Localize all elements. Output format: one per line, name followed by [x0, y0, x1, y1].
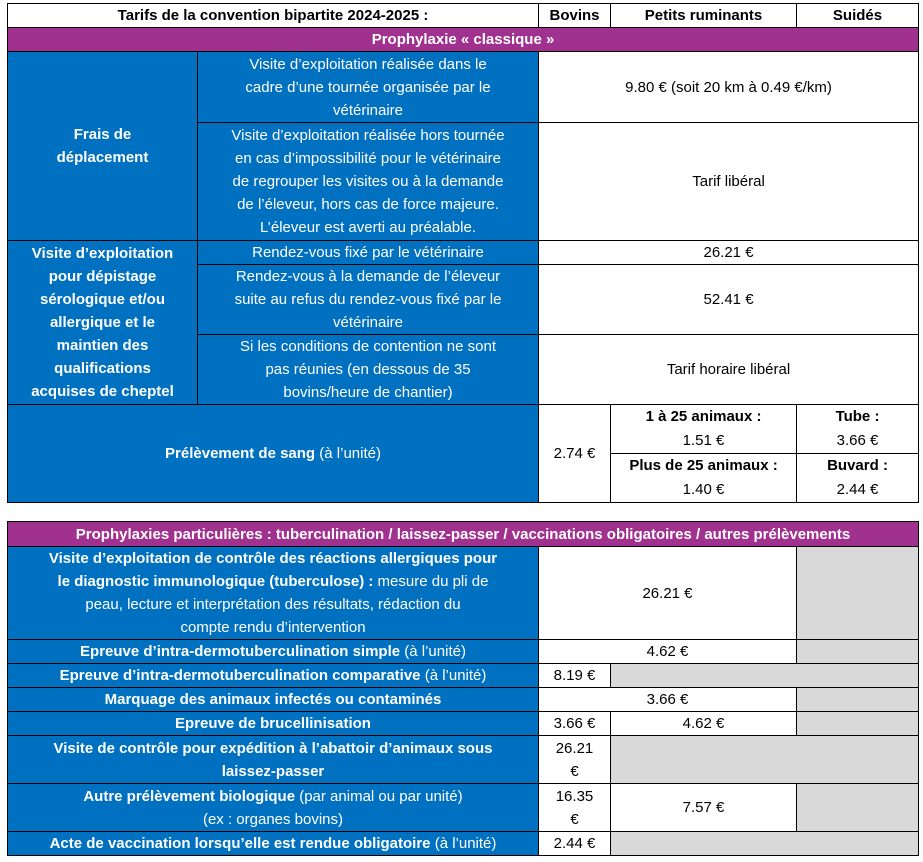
visite-rdv-veterinaire-description: Rendez-vous fixé par le vétérinaire [198, 241, 539, 265]
marquage-label: Marquage des animaux infectés ou contaminés [8, 688, 539, 712]
description-line: de regrouper les visites ou à la demande [232, 173, 504, 190]
table-row [8, 832, 919, 856]
frais-tournee-description [198, 52, 539, 123]
price-line: 16.35 [555, 787, 594, 805]
vaccination-bovins-price: 2.44 € [539, 832, 611, 856]
visite-label-line: pour dépistage [48, 268, 157, 285]
visite-contention-description [198, 335, 539, 405]
not-applicable-cell [611, 736, 919, 784]
autre-prelevement-bovins-price [539, 784, 611, 832]
controle-price: 26.21 € [539, 547, 797, 640]
description-line: bovins/heure de chantier) [283, 384, 453, 401]
visite-rdv-veterinaire-price: 26.21 € [539, 241, 919, 265]
description-line: vétérinaire [332, 101, 404, 119]
idt-comparative-bovins-price: 8.19 € [539, 664, 611, 688]
label-line: Visite de contrôle pour expédition à l’abattoir d’animaux sous [53, 739, 493, 757]
prelevement-label-unit: (à l’unité) [315, 445, 381, 462]
label-unit: (par animal ou par unité) [295, 787, 463, 805]
abattoir-bovins-price [539, 736, 611, 784]
visite-label-line: Visite d’exploitation [31, 245, 174, 262]
convention-tariffs-table [7, 3, 919, 503]
brucellinisation-bovins-price: 3.66 € [539, 712, 611, 736]
not-applicable-cell [611, 664, 919, 688]
tier-value: 1.51 € [682, 432, 725, 449]
description-line: suite au refus du rendez-vous fixé par le [234, 291, 502, 308]
table-row [8, 52, 919, 123]
tier-value: 3.66 € [836, 432, 879, 449]
prelevement-petits-plus-25 [611, 454, 797, 503]
table-row [8, 688, 919, 712]
section-header-row [8, 522, 919, 547]
label-bold: Epreuve d’intra-dermotuberculination comparative [59, 667, 421, 684]
prelevement-label-bold: Prélèvement de sang [165, 445, 316, 462]
visite-label-line: sérologique et/ou [39, 291, 165, 308]
frais-label-line: déplacement [56, 149, 149, 166]
column-header-bovins: Bovins [539, 4, 611, 28]
label-bold: Autre prélèvement biologique [83, 787, 296, 805]
description-line: pas réunies (en dessous de 35 [265, 361, 471, 378]
description-line: vétérinaire [332, 314, 404, 331]
label-line: Visite d’exploitation de contrôle des réactions allergiques pour [48, 550, 498, 567]
table-row [8, 736, 919, 784]
price-line: € [570, 762, 579, 780]
description-line: de l’éleveur, hors cas de force majeure. [237, 196, 499, 213]
table-header-row [8, 4, 919, 28]
visite-label-line: acquises de cheptel [31, 383, 174, 400]
section-header-row [8, 28, 919, 52]
label-line: compte rendu d’intervention [180, 619, 366, 636]
column-header-suides: Suidés [797, 4, 919, 28]
visite-contention-price: Tarif horaire libéral [539, 335, 919, 405]
brucellinisation-petits-price: 4.62 € [611, 712, 797, 736]
visite-rdv-eleveur-description [198, 265, 539, 335]
label-bold: Acte de vaccination lorsqu’elle est rendue obligatoire [49, 835, 431, 852]
frais-hors-tournee-description [198, 123, 539, 241]
label-bold: Epreuve d’intra-dermotuberculination simple [80, 643, 401, 660]
autre-prelevement-petits-price: 7.57 € [611, 784, 797, 832]
description-line: cadre d’une tournée organisée par le [245, 78, 491, 96]
frais-hors-tournee-price: Tarif libéral [539, 123, 919, 241]
table-row [8, 664, 919, 688]
not-applicable-cell [611, 832, 919, 856]
table-title: Tarifs de la convention bipartite 2024-2025 : [8, 4, 539, 28]
visite-label-line: maintien des [56, 337, 149, 354]
not-applicable-cell [797, 640, 919, 664]
frais-tournee-price: 9.80 € (soit 20 km à 0.49 €/km) [539, 52, 919, 123]
tier-label: Tube : [835, 408, 880, 425]
not-applicable-cell [797, 712, 919, 736]
table-row [8, 712, 919, 736]
table-row [8, 784, 919, 832]
description-line: Si les conditions de contention ne sont [240, 338, 497, 355]
abattoir-label [8, 736, 539, 784]
table-row [8, 405, 919, 454]
tier-value: 1.40 € [682, 481, 725, 498]
not-applicable-cell [797, 784, 919, 832]
label-line-normal: mesure du pli de [373, 573, 489, 590]
description-line: Visite d’exploitation réalisée dans le [249, 55, 487, 73]
visite-exploitation-label [8, 241, 198, 405]
prelevement-bovins-price: 2.74 € [539, 405, 611, 503]
table-row [8, 241, 919, 265]
description-line: Rendez-vous à la demande de l’éleveur [235, 268, 501, 285]
not-applicable-cell [797, 688, 919, 712]
vaccination-label [8, 832, 539, 856]
label-line: laissez-passer [221, 762, 325, 780]
table-row [8, 547, 919, 640]
frais-label-line: Frais de [73, 126, 132, 143]
label-line: (ex : organes bovins) [202, 810, 344, 828]
idt-simple-price: 4.62 € [539, 640, 797, 664]
prelevement-suides-buvard [797, 454, 919, 503]
prelevement-petits-1-25 [611, 405, 797, 454]
label-line-bold: le diagnostic immunologique (tuberculose) : [57, 573, 374, 590]
price-line: 26.21 [555, 739, 594, 757]
marquage-price: 3.66 € [539, 688, 797, 712]
prelevement-suides-tube [797, 405, 919, 454]
controle-reactions-allergiques-label [8, 547, 539, 640]
frais-deplacement-label [8, 52, 198, 241]
prophylaxies-particulieres-table [7, 521, 919, 856]
description-line: en cas d’impossibilité pour le vétérinaire [235, 150, 501, 167]
visite-label-line: qualifications [54, 360, 151, 377]
tier-value: 2.44 € [836, 481, 879, 498]
not-applicable-cell [797, 547, 919, 640]
description-line: L’éleveur est averti au préalable. [260, 219, 476, 236]
column-header-petits-ruminants: Petits ruminants [611, 4, 797, 28]
tier-label: 1 à 25 animaux : [645, 408, 762, 425]
brucellinisation-label: Epreuve de brucellinisation [8, 712, 539, 736]
section-title-prophylaxie-classique: Prophylaxie « classique » [8, 28, 919, 52]
autre-prelevement-label [8, 784, 539, 832]
section-title-prophylaxies-particulieres: Prophylaxies particulières : tuberculination / laissez-passer / vaccinations obligatoires / autres prélèvements [8, 522, 919, 547]
table-row [8, 640, 919, 664]
tier-label: Plus de 25 animaux : [629, 457, 778, 474]
description-line: Visite d’exploitation réalisée hors tournée [231, 127, 505, 144]
idt-simple-label [8, 640, 539, 664]
prelevement-sang-label [8, 405, 539, 503]
tier-label: Buvard : [827, 457, 888, 474]
idt-comparative-label [8, 664, 539, 688]
label-unit: (à l’unité) [400, 643, 466, 660]
label-unit: (à l’unité) [430, 835, 497, 852]
price-line: € [570, 810, 579, 828]
visite-rdv-eleveur-price: 52.41 € [539, 265, 919, 335]
label-unit: (à l’unité) [420, 667, 487, 684]
visite-label-line: allergique et le [49, 314, 156, 331]
label-line: peau, lecture et interprétation des résultats, rédaction du [85, 596, 461, 613]
